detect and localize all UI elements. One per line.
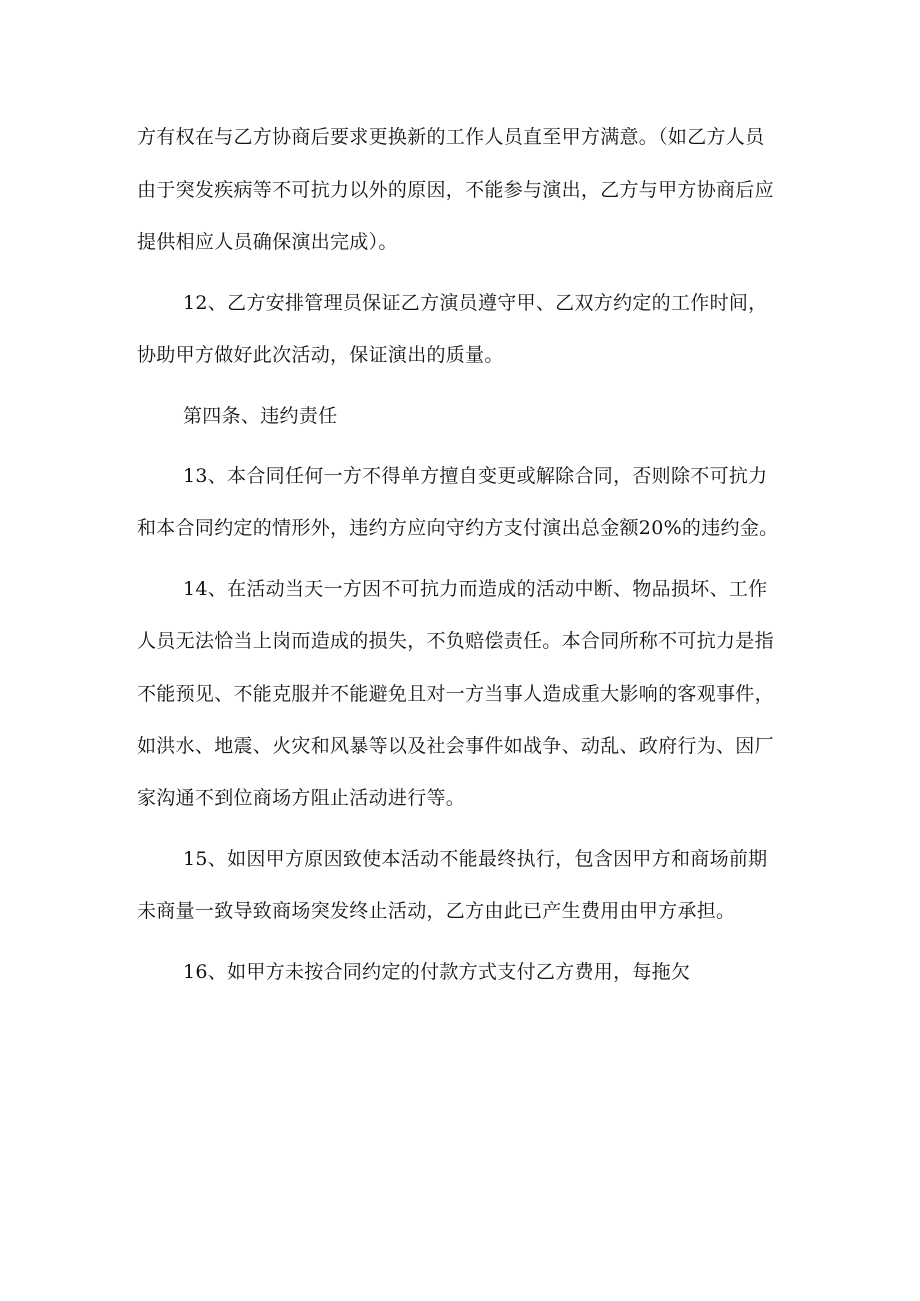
clause-15-line-1: 15、如因甲方原因致使本活动不能最终执行，包含因甲方和商场前期 bbox=[183, 848, 768, 870]
clause-14-line-5: 家沟通不到位商场方阻止活动进行等。 bbox=[137, 787, 466, 809]
clause-12-line-1: 12、乙方安排管理员保证乙方演员遵守甲、乙双方约定的工作时间， bbox=[183, 292, 768, 314]
clause-14-line-1: 14、在活动当天一方因不可抗力而造成的活动中断、物品损坏、工作 bbox=[183, 578, 768, 600]
clause-14-line-3: 不能预见、不能克服并不能避免且对一方当事人造成重大影响的客观事件， bbox=[137, 683, 774, 705]
clause-14-line-2: 人员无法恰当上岗而造成的损失，不负赔偿责任。本合同所称不可抗力是指 bbox=[137, 630, 774, 652]
clause-12-line-2: 协助甲方做好此次活动，保证演出的质量。 bbox=[137, 344, 504, 366]
section-heading-article-4: 第四条、违约责任 bbox=[183, 405, 338, 427]
clause-14-line-4: 如洪水、地震、火灾和风暴等以及社会事件如战争、动乱、政府行为、因厂 bbox=[137, 735, 774, 757]
clause-16-line-1: 16、如甲方未按合同约定的付款方式支付乙方费用，每拖欠 bbox=[183, 961, 691, 983]
text-line-3: 提供相应人员确保演出完成）。 bbox=[137, 231, 398, 253]
clause-15-line-2: 未商量一致导致商场突发终止活动，乙方由此已产生费用由甲方承担。 bbox=[137, 900, 736, 922]
text-line-2: 由于突发疾病等不可抗力以外的原因，不能参与演出，乙方与甲方协商后应 bbox=[137, 179, 774, 201]
clause-13-line-1: 13、本合同任何一方不得单方擅自变更或解除合同，否则除不可抗力 bbox=[183, 465, 768, 487]
text-line-1: 方有权在与乙方协商后要求更换新的工作人员直至甲方满意。（如乙方人员 bbox=[137, 126, 765, 148]
clause-13-line-2: 和本合同约定的情形外，违约方应向守约方支付演出总金额20%的违约金。 bbox=[137, 517, 779, 539]
